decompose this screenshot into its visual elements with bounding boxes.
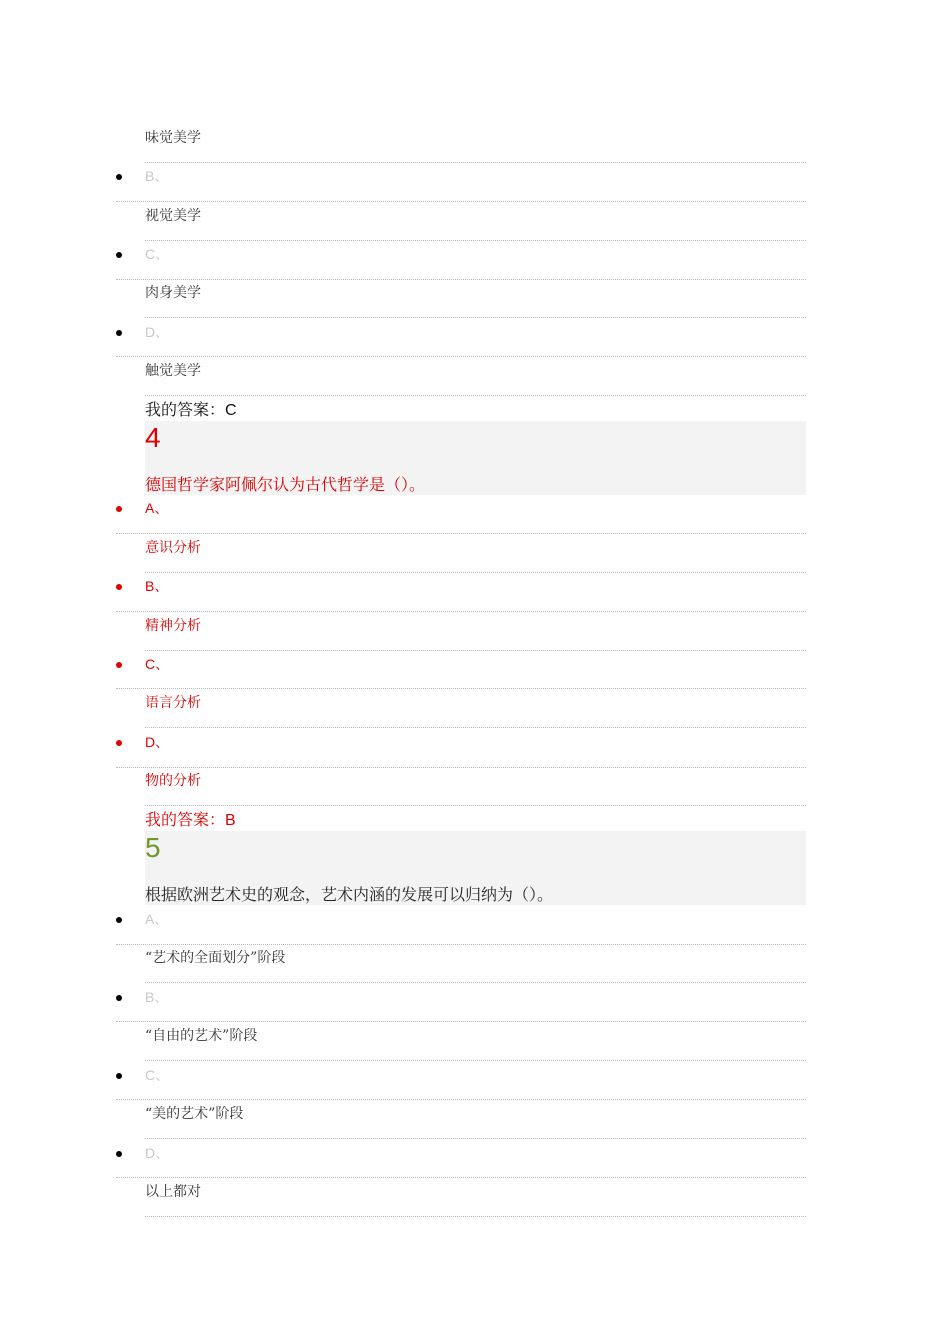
q4-header <box>145 421 806 495</box>
q4-option-d-text[interactable]: 物的分析 <box>145 773 201 789</box>
separator <box>145 727 806 728</box>
q4-option-b-letter[interactable]: B、 <box>145 578 169 594</box>
q3-option-b-letter[interactable]: B、 <box>145 168 169 184</box>
bullet <box>116 330 122 336</box>
bullet <box>116 1073 122 1079</box>
q5-question-text: 根据欧洲艺术史的观念，艺术内涵的发展可以归纳为（）。 <box>145 885 554 904</box>
answer-label: 我的答案： <box>145 400 226 419</box>
bullet <box>116 584 122 590</box>
bullet <box>116 506 122 512</box>
separator <box>116 688 806 689</box>
q4-option-d-letter[interactable]: D、 <box>145 734 170 750</box>
separator <box>145 805 806 806</box>
q5-option-c-text[interactable]: “美的艺术”阶段 <box>145 1106 244 1122</box>
q3-option-c-letter[interactable]: C、 <box>145 246 170 262</box>
answer-label: 我的答案： <box>145 810 226 829</box>
q5-number: 5 <box>145 832 161 863</box>
q3-option-d-text[interactable]: 触觉美学 <box>145 363 201 379</box>
bullet <box>116 917 122 923</box>
bullet <box>116 995 122 1001</box>
q5-option-c-letter[interactable]: C、 <box>145 1067 170 1083</box>
q5-option-a-text[interactable]: “艺术的全面划分”阶段 <box>145 950 286 966</box>
q4-option-a-letter[interactable]: A、 <box>145 500 169 516</box>
q4-option-a-text[interactable]: 意识分析 <box>145 540 201 556</box>
separator <box>116 767 806 768</box>
q5-option-b-letter[interactable]: B、 <box>145 989 169 1005</box>
separator <box>116 1021 806 1022</box>
q3-option-d-letter[interactable]: D、 <box>145 324 170 340</box>
q5-header <box>145 831 806 905</box>
answer-value: B <box>225 812 236 829</box>
q3-option-c-text[interactable]: 肉身美学 <box>145 285 201 301</box>
bullet <box>116 252 122 258</box>
q3-my-answer <box>145 400 237 421</box>
q5-option-b-text[interactable]: “自由的艺术”阶段 <box>145 1028 258 1044</box>
separator <box>116 1099 806 1100</box>
separator <box>145 162 806 163</box>
q4-question-text: 德国哲学家阿佩尔认为古代哲学是（）。 <box>145 475 426 494</box>
separator <box>145 1216 806 1217</box>
bullet <box>116 662 122 668</box>
separator <box>116 356 806 357</box>
separator <box>116 279 806 280</box>
separator <box>116 1177 806 1178</box>
q3-option-b-text[interactable]: 视觉美学 <box>145 208 201 224</box>
answer-value: C <box>225 402 237 419</box>
separator <box>145 650 806 651</box>
q4-my-answer <box>145 810 236 831</box>
separator <box>116 533 806 534</box>
separator <box>116 201 806 202</box>
separator <box>116 611 806 612</box>
separator <box>145 395 806 396</box>
q4-number: 4 <box>145 422 161 453</box>
q4-option-b-text[interactable]: 精神分析 <box>145 618 201 634</box>
bullet <box>116 1151 122 1157</box>
separator <box>145 317 806 318</box>
separator <box>116 944 806 945</box>
q5-option-a-letter[interactable]: A、 <box>145 911 169 927</box>
separator <box>145 1138 806 1139</box>
separator <box>145 572 806 573</box>
q3-option-a-text: 味觉美学 <box>145 130 201 146</box>
q5-option-d-text[interactable]: 以上都对 <box>145 1184 201 1200</box>
q4-option-c-letter[interactable]: C、 <box>145 656 170 672</box>
q4-option-c-text[interactable]: 语言分析 <box>145 695 201 711</box>
separator <box>145 1060 806 1061</box>
q5-option-d-letter[interactable]: D、 <box>145 1145 170 1161</box>
separator <box>145 240 806 241</box>
separator <box>145 982 806 983</box>
bullet <box>116 174 122 180</box>
bullet <box>116 740 122 746</box>
